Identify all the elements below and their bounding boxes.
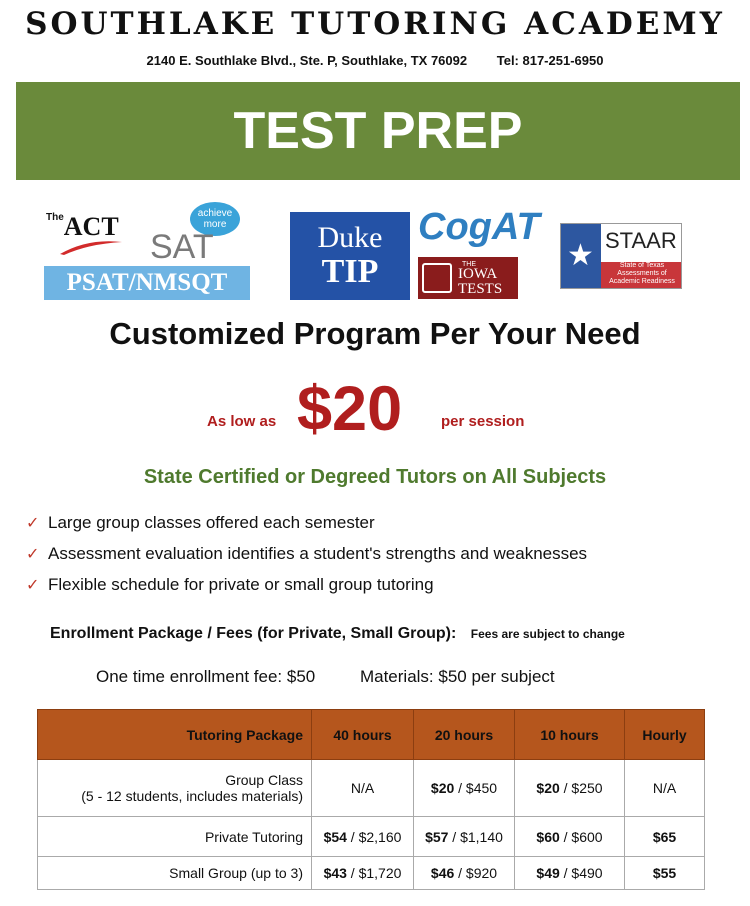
total: N/A (350, 780, 375, 796)
rate: $65 (652, 828, 677, 845)
package-name-line1: Group Class (225, 772, 303, 788)
price-cell (515, 760, 625, 817)
price-amount: $20 (297, 374, 403, 444)
iowa-prefix: THE (462, 261, 476, 268)
certified-tutors: State Certified or Degreed Tutors on All Subjects (143, 466, 607, 488)
staar-text: STAAR (605, 228, 677, 253)
act-text: ACT (63, 212, 119, 241)
col-header: Hourly (625, 710, 705, 760)
rate: $43 (323, 865, 347, 881)
col-header: 20 hours (414, 710, 515, 760)
enrollment-fee: One time enrollment fee: $50 (96, 667, 316, 686)
sat-achieve-badge: achieve more (190, 202, 240, 236)
price-cell (414, 817, 515, 857)
list-item-text: Assessment evaluation identifies a student's strengths and weaknesses (48, 544, 588, 563)
price-suffix: per session (441, 413, 525, 430)
table-row (38, 817, 705, 857)
total: / $1,140 (448, 828, 503, 845)
rate: $60 (536, 828, 560, 845)
rate: $55 (652, 865, 677, 881)
iowa-tests-logo (418, 257, 518, 299)
feature-list (26, 511, 587, 604)
total: / $450 (454, 780, 498, 796)
total: N/A (652, 780, 677, 796)
package-name: Private Tutoring (38, 817, 312, 857)
staar-logo (560, 223, 682, 289)
academy-title: SOUTHLAKE TUTORING ACADEMY (25, 6, 725, 42)
rate: $57 (425, 828, 449, 845)
list-item (26, 511, 587, 542)
price-cell (515, 857, 625, 890)
price-cell (625, 760, 705, 817)
enrollment-heading (50, 625, 625, 643)
headline: Customized Program Per Your Need (109, 316, 641, 351)
rate: $20 (430, 780, 455, 796)
duke-text: Duke (317, 221, 383, 254)
package-name-line2: (5 - 12 students, includes materials) (81, 788, 303, 804)
rate: $49 (536, 865, 560, 881)
price-cell (625, 857, 705, 890)
cogat-logo: CogAT (418, 206, 540, 248)
package-name (38, 760, 312, 817)
total: / $490 (559, 865, 603, 881)
fees-note: Fees are subject to change (470, 627, 625, 641)
address-line (0, 53, 750, 68)
duke-tip-logo (290, 212, 410, 300)
address: 2140 E. Southlake Blvd., Ste. P, Southlake, TX 76092 (146, 53, 468, 68)
checkmark-icon: ✓ (26, 577, 40, 594)
price-prefix: As low as (207, 413, 277, 430)
total: / $920 (454, 865, 498, 881)
price-cell (625, 817, 705, 857)
total: / $2,160 (346, 828, 402, 845)
rate: $54 (323, 828, 347, 845)
total: / $600 (559, 828, 603, 845)
test-prep-banner (16, 82, 740, 180)
psat-logo: PSAT/NMSQT (44, 266, 250, 300)
package-name: Small Group (up to 3) (38, 857, 312, 890)
col-header: 10 hours (515, 710, 625, 760)
checkmark-icon: ✓ (26, 515, 40, 532)
act-swoosh-icon (58, 236, 124, 256)
checkmark-icon: ✓ (26, 546, 40, 563)
total: / $250 (559, 780, 603, 796)
table-header-row (38, 710, 705, 760)
total: / $1,720 (346, 865, 402, 881)
fees-line (96, 667, 555, 687)
price-cell (312, 857, 414, 890)
rate: $20 (536, 780, 560, 796)
staar-subtitle: State of Texas Assessments of Academic Readiness (609, 262, 675, 285)
price-cell (312, 760, 414, 817)
banner-title: TEST PREP (233, 102, 523, 160)
price-cell (414, 857, 515, 890)
phone: Tel: 817-251-6950 (496, 53, 604, 68)
materials-fee: Materials: $50 per subject (359, 667, 555, 686)
iowa-emblem-icon (422, 263, 452, 293)
list-item-text: Flexible schedule for private or small group tutoring (48, 575, 434, 594)
list-item (26, 542, 587, 573)
star-icon: ★ (567, 239, 594, 272)
sat-logo: SAT (150, 228, 214, 266)
enrollment-title: Enrollment Package / Fees (for Private, Small Group): (50, 625, 457, 642)
col-header: Tutoring Package (38, 710, 312, 760)
price-cell (515, 817, 625, 857)
list-item-text: Large group classes offered each semester (48, 513, 375, 532)
act-prefix: The (46, 212, 64, 223)
iowa-text: IOWA TESTS (458, 266, 503, 297)
pricing-table (37, 709, 705, 890)
table-row (38, 760, 705, 817)
tip-text: TIP (321, 253, 379, 290)
table-row (38, 857, 705, 890)
price-cell (312, 817, 414, 857)
col-header: 40 hours (312, 710, 414, 760)
price-cell (414, 760, 515, 817)
list-item (26, 573, 587, 604)
rate: $46 (430, 865, 455, 881)
